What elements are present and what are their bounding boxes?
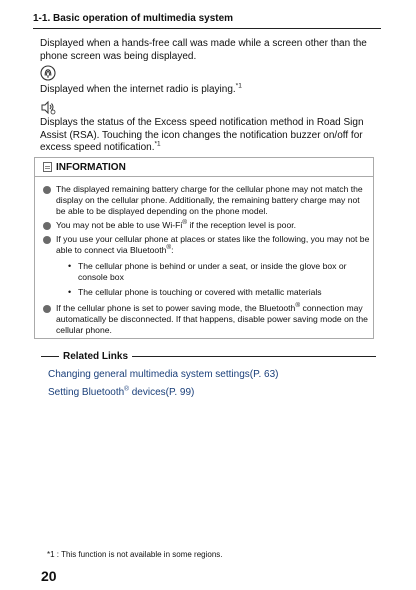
footnote xyxy=(47,550,223,559)
page-number: 20 xyxy=(41,568,57,584)
link-text: Setting Bluetooth xyxy=(48,387,125,398)
entry-rsa-text xyxy=(40,117,376,155)
info-bullet-text: If the cellular phone is set to power saving mode, the Bluetooth xyxy=(56,303,296,313)
hands-free-call-icon xyxy=(40,65,56,81)
footnote-mark: *1 xyxy=(235,82,242,90)
sub-bullet-text: The cellular phone is touching or covered with metallic materials xyxy=(78,287,322,297)
entry-hands-free-text: Displayed when a hands-free call was made while a screen other than the phone screen was being displayed. xyxy=(40,38,367,62)
info-bullet-power-saving xyxy=(43,303,371,336)
memo-icon xyxy=(43,162,52,172)
divider xyxy=(132,356,376,357)
information-box xyxy=(34,157,374,339)
info-bullet-text-after: if the reception level is poor. xyxy=(187,220,296,230)
info-bullet-text: The displayed remaining battery charge for the cellular phone may not match the display on the cellular phone. Additionally, the remaining battery charge may not be able to be displayed depending on the phone model. xyxy=(56,184,363,216)
sub-bullet-icon: • xyxy=(68,261,72,271)
sub-bullet-seat xyxy=(68,261,368,283)
sub-bullet-icon: • xyxy=(68,287,72,297)
registered-mark: ® xyxy=(295,302,301,310)
sub-bullet-text: The cellular phone is behind or under a seat, or inside the glove box or console box xyxy=(78,261,347,282)
registered-mark: ® xyxy=(166,244,172,252)
divider xyxy=(41,356,59,357)
entry-internet-radio-label: Displayed when the internet radio is playing. xyxy=(40,84,236,95)
bullet-dot-icon xyxy=(43,186,51,194)
bullet-dot-icon xyxy=(43,305,51,313)
bullet-dot-icon xyxy=(43,236,51,244)
info-bullet-wifi xyxy=(43,220,371,231)
info-bullet-bluetooth-places xyxy=(43,234,371,256)
bullet-dot-icon xyxy=(43,222,51,230)
footnote-mark: *1 xyxy=(154,140,161,148)
registered-mark: ® xyxy=(182,219,188,227)
information-title: INFORMATION xyxy=(56,161,126,173)
entry-internet-radio-text xyxy=(40,84,376,97)
footnote-mark: *1 xyxy=(47,550,55,559)
link-text-after: devices(P. 99) xyxy=(128,387,195,398)
info-bullet-text: You may not be able to use Wi-Fi xyxy=(56,220,183,230)
info-bullet-text-after: : xyxy=(171,245,174,255)
link-general-settings[interactable]: Changing general multimedia system settings(P. 63) xyxy=(48,369,279,380)
related-links-heading xyxy=(41,351,376,362)
sub-bullet-metallic xyxy=(68,287,368,298)
registered-mark: ® xyxy=(124,385,129,393)
internet-radio-icon xyxy=(40,99,56,115)
related-links-title: Related Links xyxy=(63,351,129,362)
info-bullet-battery xyxy=(43,184,371,217)
entry-rsa-label: Displays the status of the Excess speed notification method in Road Sign Assist (RSA). Touching the icon changes the notification buzzer on/off for excess speed notification. xyxy=(40,117,364,153)
information-header xyxy=(35,158,373,177)
info-bullet-text-after: connection may automatically be disconnected. If that happens, disable power saving mode on the cellular phone. xyxy=(56,303,368,335)
info-bullet-text: If you use your cellular phone at places or states like the following, you may not be able to connect via Bluetooth xyxy=(56,234,370,255)
footnote-text: : This function is not available in some regions. xyxy=(54,550,223,559)
link-bluetooth-devices[interactable] xyxy=(48,387,194,398)
section-header: 1-1. Basic operation of multimedia system xyxy=(33,13,381,29)
